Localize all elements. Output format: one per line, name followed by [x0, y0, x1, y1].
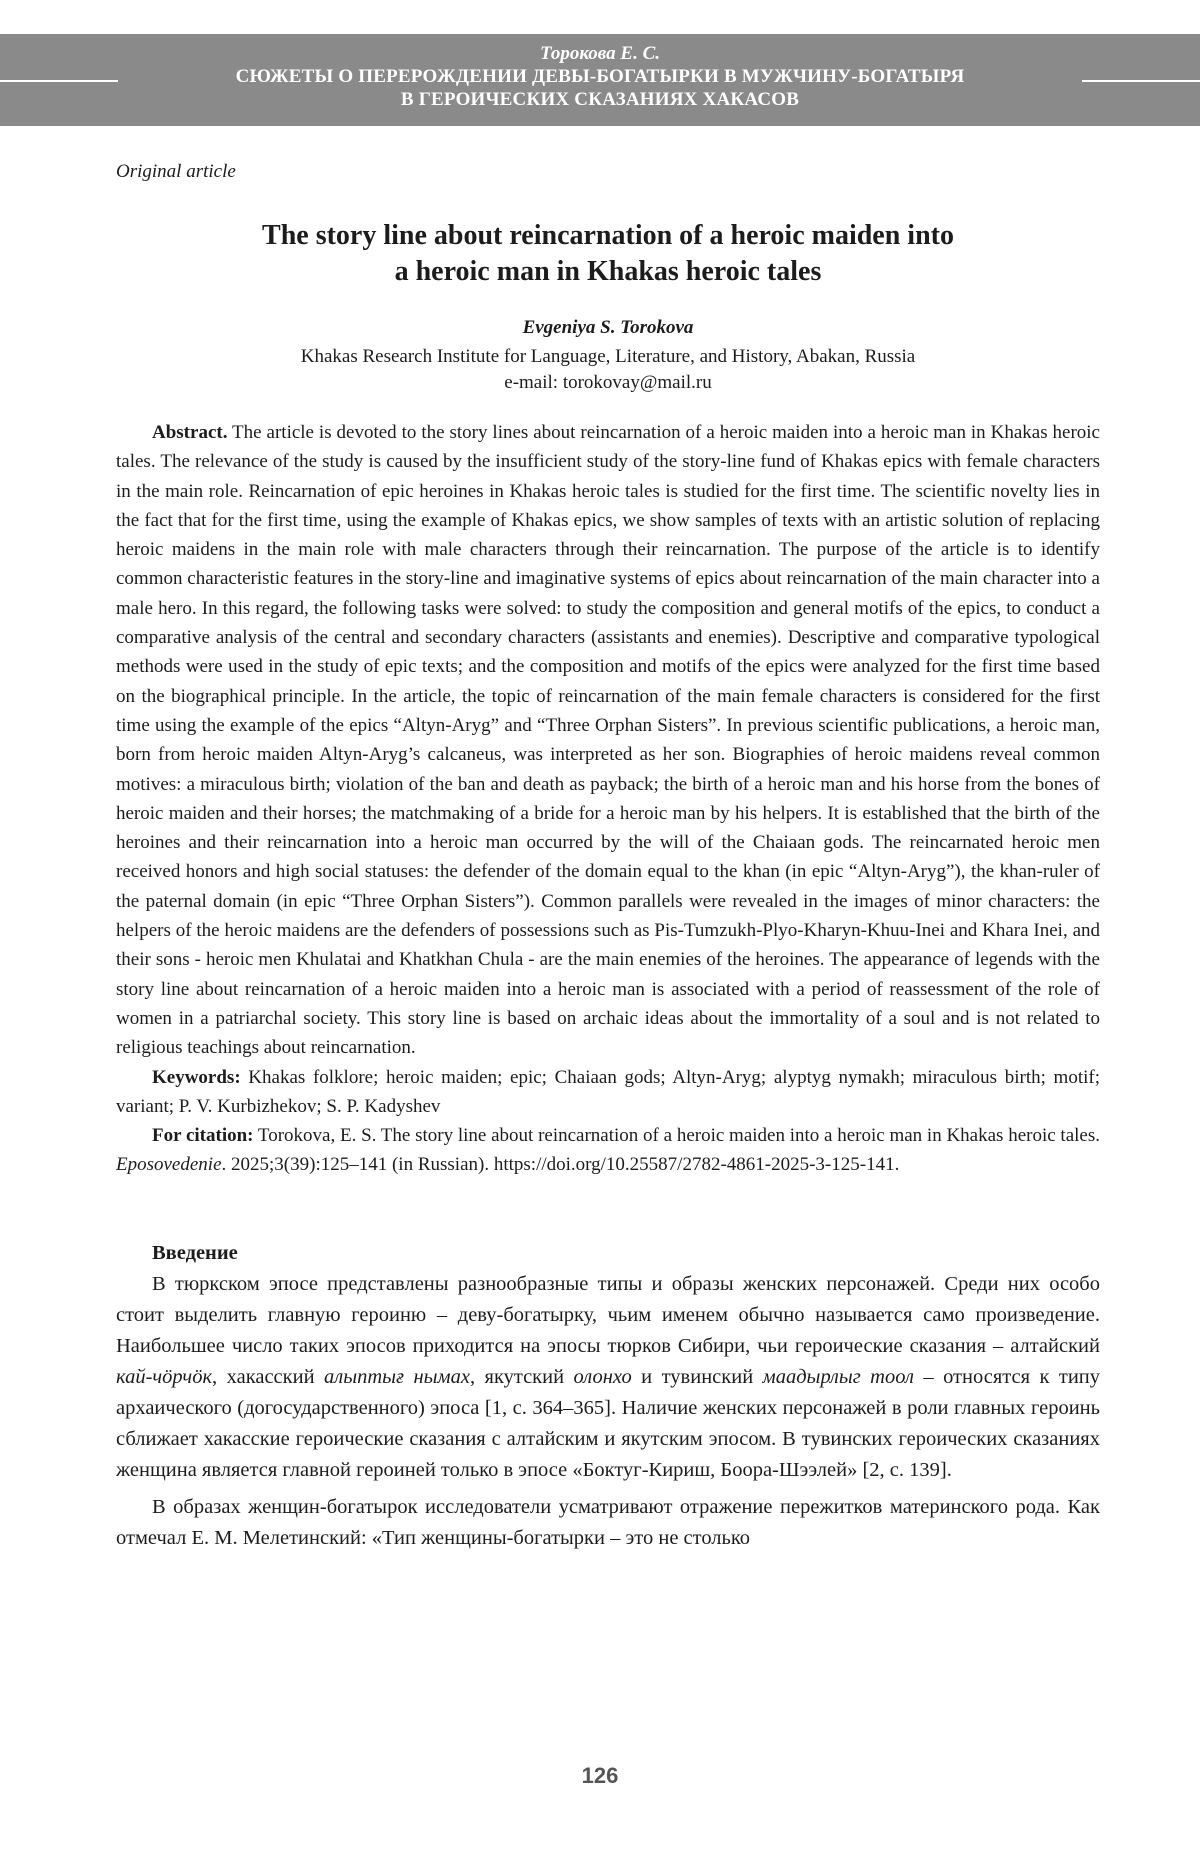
abstract-label: Abstract.	[152, 422, 228, 443]
intro-text: и тувинский	[631, 1365, 763, 1388]
intro-text: , якутский	[469, 1365, 574, 1388]
intro-section	[116, 1238, 1100, 1554]
keywords-label: Keywords:	[152, 1066, 241, 1088]
article-type-label: Original article	[116, 161, 236, 182]
header-title-line1: СЮЖЕТЫ О ПЕРЕРОЖДЕНИИ ДЕВЫ-БОГАТЫРКИ В МУЖЧИНУ-БОГАТЫРЯ	[235, 66, 965, 87]
intro-paragraph-1	[116, 1269, 1100, 1486]
citation-text-after: . 2025;3(39):125–141 (in Russian). https://doi.org/10.25587/2782-4861-2025-3-125-141.	[221, 1154, 900, 1176]
keywords-text: Khakas folklore; heroic maiden; epic; Chaiaan gods; Altyn-Aryg; alyptyg nymakh; miraculous birth; motif; variant; P. V. Kurbizhekov; S. P. Kadyshev	[116, 1066, 1100, 1117]
abstract-paragraph	[116, 418, 1100, 1063]
header-title-line2: В ГЕРОИЧЕСКИХ СКАЗАНИЯХ ХАКАСОВ	[400, 89, 800, 110]
epic-term: олонхо	[573, 1365, 632, 1388]
abstract-text: The article is devoted to the story lines about reincarnation of a heroic maiden into a heroic man in Khakas heroic tales. The relevance of the study is caused by the insufficient study of the story-line fund of Khakas epics with female characters in the main role. Reincarnation of epic heroines in Khakas heroic tales is studied for the first time. The scientific novelty lies in the fact that for the first time, using the example of Khakas epics, we show samples of texts with an artistic solution of replacing heroic maidens in the main role with male characters through their reincarnation. The purpose of the article is to identify common characteristic features in the story-line and imaginative systems of epics about reincarnation of the main character into a male hero. In this regard, the following tasks were solved: to study the composition and general motifs of the epics, to conduct a comparative analysis of the central and secondary characters (assistants and enemies). Descriptive and comparative typological methods were used in the study of epic texts; and the composition and motifs of the epics were analyzed for the first time based on the biographical principle. In the article, the topic of reincarnation of the main female characters is considered for the first time using the example of the epics “Altyn-Aryg” and “Three Orphan Sisters”. In previous scientific publications, a heroic man, born from heroic maiden Altyn-Aryg’s calcaneus, was interpreted as her son. Biographies of heroic maidens reveal common motives: a miraculous birth; violation of the ban and death as payback; the birth of a heroic man and his horse from the bones of heroic maiden and their horses; the matchmaking of a bride for a heroic man by his helpers. It is established that the birth of the heroines and their reincarnation into a heroic man occurred by the will of the Chaiaan gods. The reincarnated heroic men received honors and high social statuses: the defender of the domain equal to the khan (in epic “Altyn-Aryg”), the khan-ruler of the paternal domain (in epic “Three Orphan Sisters”). Common parallels were revealed in the images of minor characters: the helpers of the heroic maidens are the defenders of possessions such as Pis-Tumzukh-Plyo-Kharyn-Khuu-Inei and Khara Inei, and their sons - heroic men Khulatai and Khatkhan Chula - are the main enemies of the heroines. The appearance of legends with the story line about reincarnation of a heroic maiden into a heroic man is associated with a period of reassessment of the role of women in a patriarchal society. This story line is based on archaic ideas about the immortality of a soul and is not related to religious teachings about reincarnation.	[116, 422, 1100, 1059]
page-number: 126	[581, 1763, 619, 1788]
article-title-line1: The story line about reincarnation of a heroic maiden into	[262, 220, 954, 251]
header-rule-left	[0, 80, 118, 82]
intro-text: , хакасский	[212, 1365, 324, 1388]
author-email: e-mail: torokovay@mail.ru	[504, 372, 712, 393]
citation-text-before: Torokova, E. S. The story line about reincarnation of a heroic maiden into a heroic man in Khakas heroic tales.	[253, 1125, 1100, 1147]
author-name: Evgeniya S. Torokova	[522, 317, 694, 338]
citation-label: For citation:	[152, 1125, 254, 1147]
header-author: Торокова Е. С.	[539, 43, 661, 64]
intro-heading: Введение	[152, 1241, 238, 1264]
author-affiliation: Khakas Research Institute for Language, Literature, and History, Abakan, Russia	[300, 346, 916, 367]
intro-text: – относятся к типу архаического (догосударственного) эпоса [1, с. 364–365]. Наличие женских персонажей в роли главных героинь сближает хакасские героические сказания с алтайским и якутским эпосом. В тувинских героических сказаниях женщина является главной героиней только в эпосе «Боктуг-Кириш, Боора-Шээлей» [2, с. 139].	[116, 1365, 1101, 1481]
intro-text: В тюркском эпосе представлены разнообразные типы и образы женских персонажей. Среди них особо стоит выделить главную героиню – деву-богатырку, чьим именем обычно называется само произведение. Наибольшее число таких эпосов приходится на эпосы тюрков Сибири, чьи героические сказания – алтайский	[116, 1272, 1100, 1357]
epic-term: алыптығ нымах	[324, 1365, 470, 1388]
epic-term: кай-чӧрчӧк	[116, 1365, 213, 1388]
article-title	[116, 218, 1100, 290]
running-header	[0, 34, 1200, 126]
article-title-line2: a heroic man in Khakas heroic tales	[394, 256, 822, 287]
citation-paragraph	[116, 1121, 1100, 1180]
header-rule-right	[1082, 80, 1200, 82]
abstract-block	[116, 418, 1100, 1180]
intro-paragraph-2: В образах женщин-богатырок исследователи усматривают отражение пережитков материнского рода. Как отмечал Е. М. Мелетинский: «Тип женщины-богатырки – это не столько	[116, 1495, 1100, 1549]
citation-journal: Eposovedenie	[116, 1154, 222, 1176]
epic-term: маадырлыг тоол	[762, 1365, 914, 1388]
page-content	[116, 160, 1100, 1554]
keywords-paragraph	[116, 1063, 1100, 1122]
